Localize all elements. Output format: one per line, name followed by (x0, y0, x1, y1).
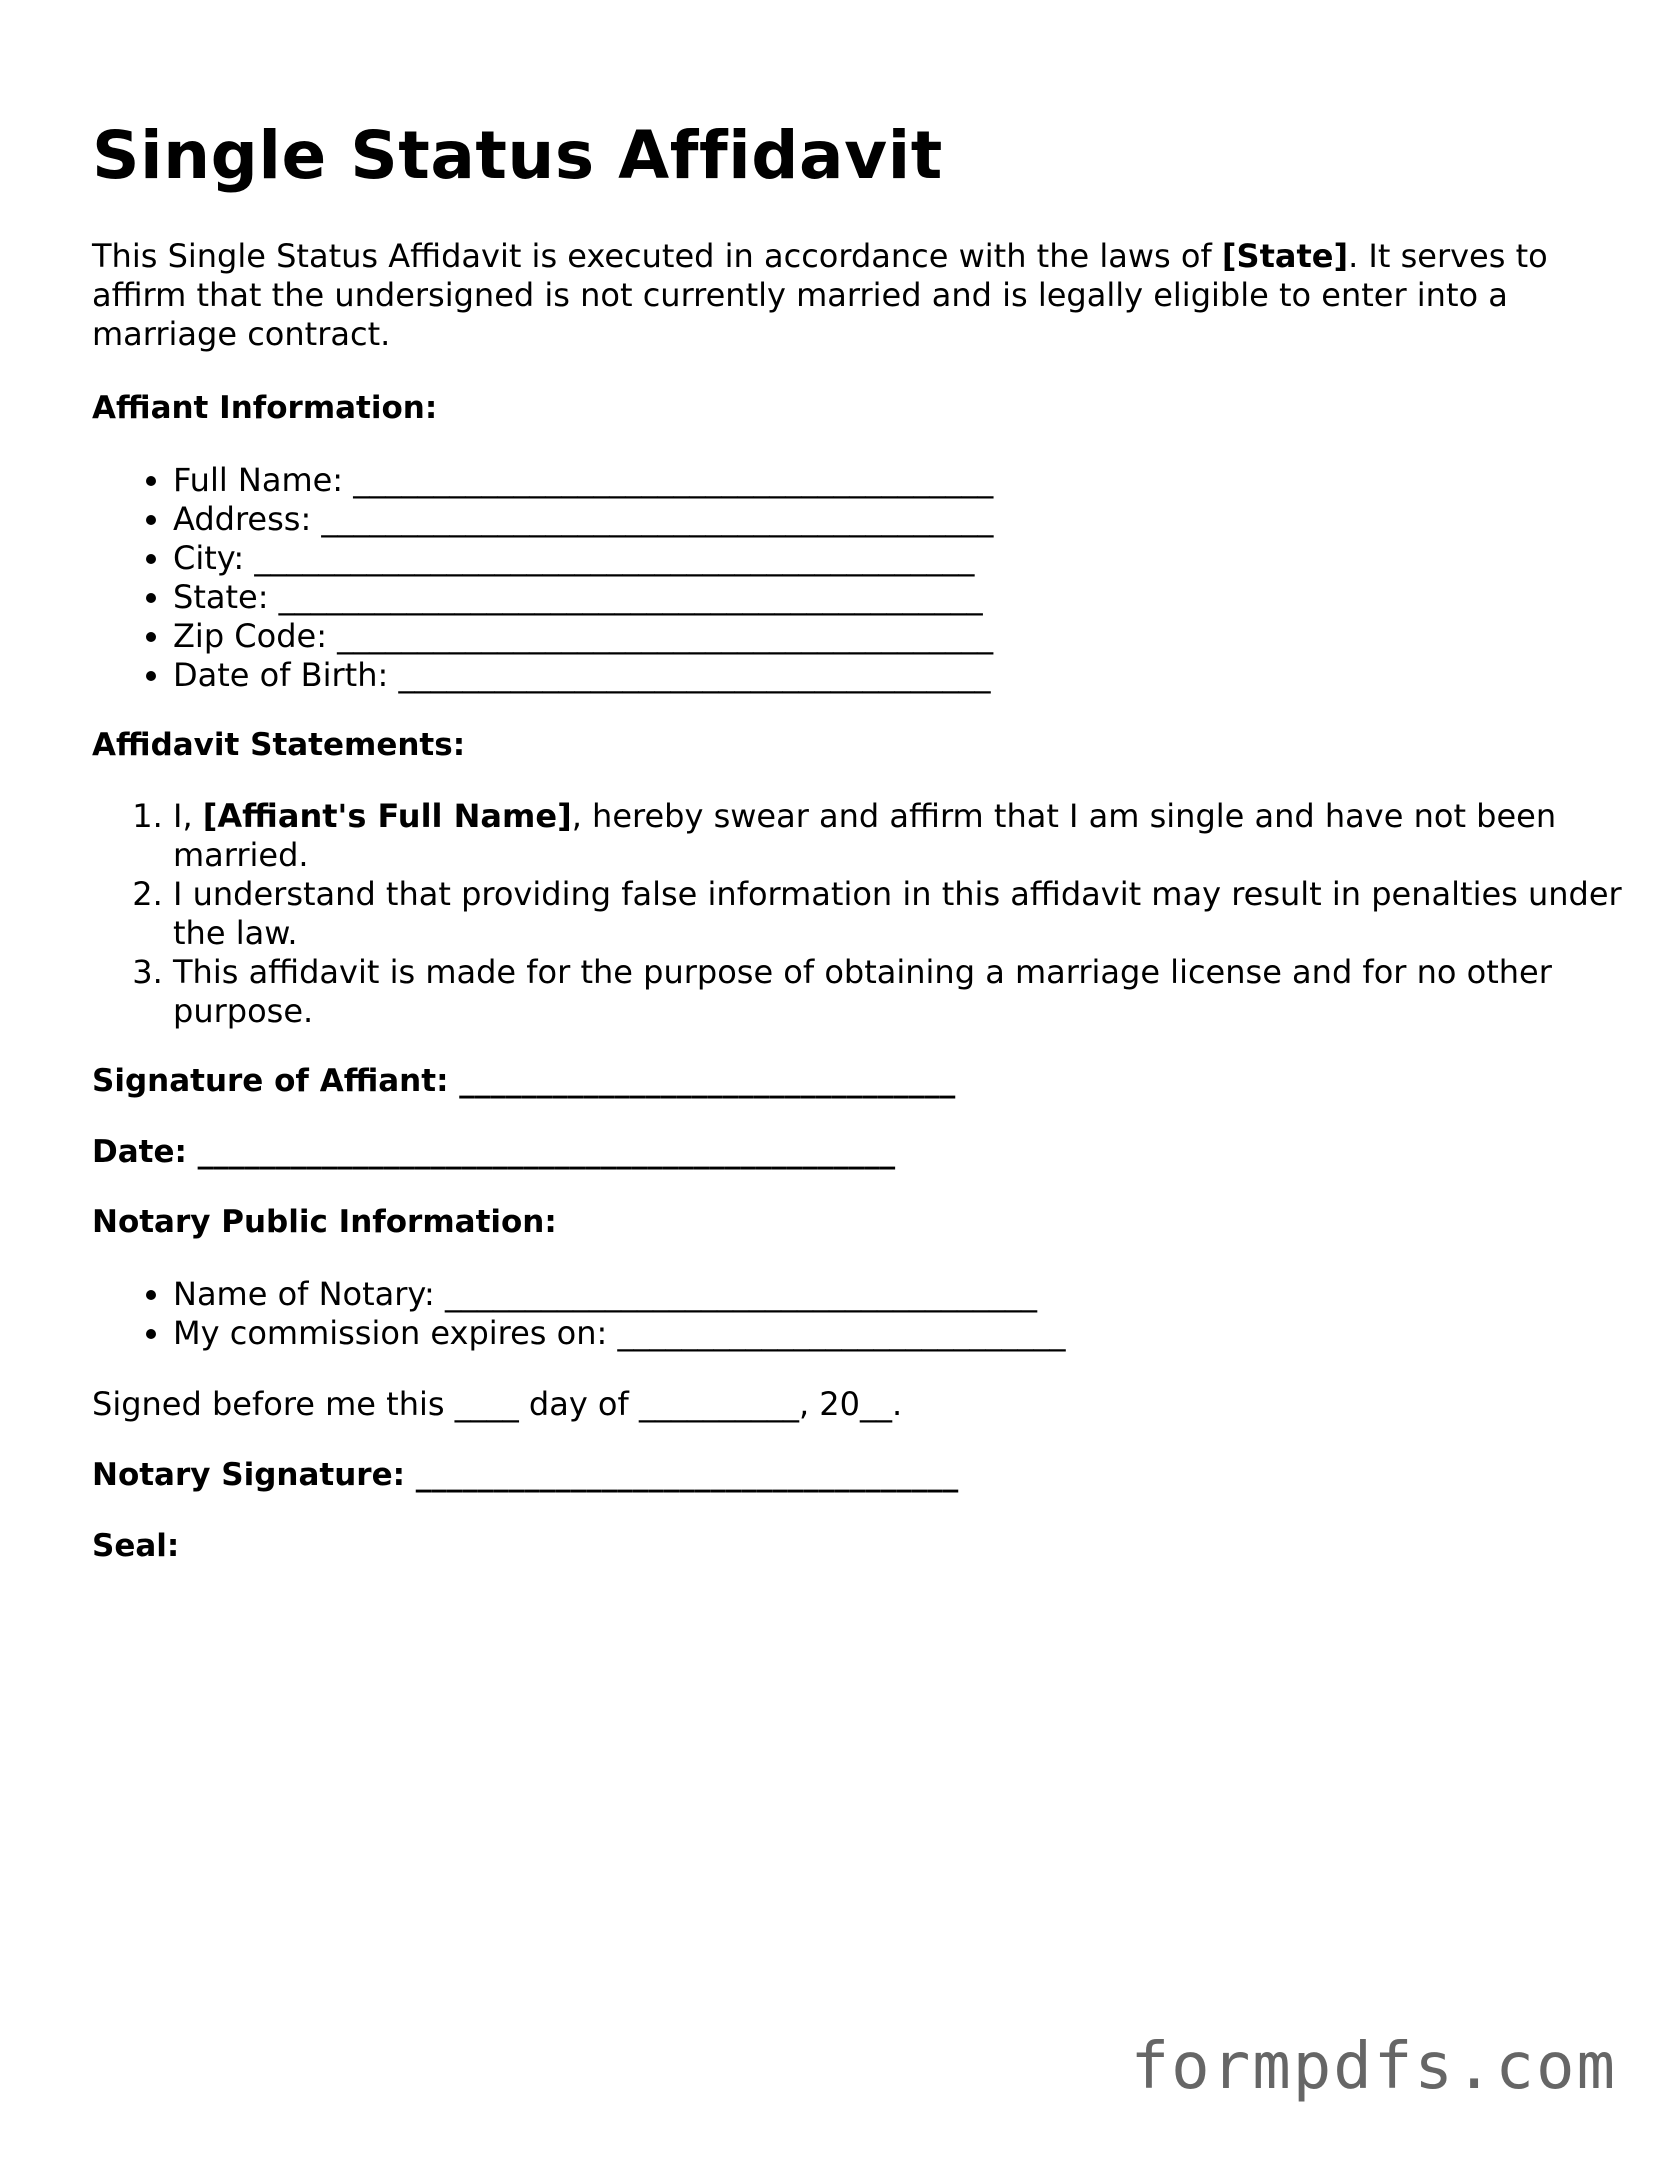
notary-signature-line[interactable]: Notary Signature: ___________________________________ (92, 1457, 959, 1493)
statement-item-2: 2. I understand that providing false information in this affidavit may result in penalties under the law. (173, 875, 1623, 953)
signed-before-line[interactable]: Signed before me this ____ day of __________, 20__. (92, 1385, 903, 1423)
field-address[interactable]: • Address: __________________________________________ (173, 500, 993, 539)
intro-text-start: This Single Status Affidavit is executed in accordance with the laws of (92, 237, 1222, 275)
notary-info-heading: Notary Public Information: (92, 1204, 557, 1240)
field-city[interactable]: • City: _____________________________________________ (173, 539, 993, 578)
field-full-name[interactable]: • Full Name: ________________________________________ (173, 461, 993, 500)
field-commission-expires[interactable]: • My commission expires on: ____________________________ (173, 1314, 1065, 1353)
intro-paragraph (92, 237, 1592, 354)
watermark-text: formpdfs.com (1130, 2030, 1617, 2104)
field-date-of-birth[interactable]: • Date of Birth: _____________________________________ (173, 656, 993, 695)
statements-heading: Affidavit Statements: (92, 727, 466, 763)
notary-info-list (92, 1275, 1065, 1353)
seal-label: Seal: (92, 1528, 180, 1564)
statements-list (92, 797, 1623, 1031)
statement-item-1 (173, 797, 1623, 875)
statement-item-3: 3. This affidavit is made for the purpose of obtaining a marriage license and for no other purpose. (173, 953, 1623, 1031)
affiant-signature-line[interactable]: Signature of Affiant: ________________________________ (92, 1063, 956, 1099)
affiant-info-list (92, 461, 993, 695)
date-line[interactable]: Date: _____________________________________________ (92, 1134, 896, 1170)
page-title: Single Status Affidavit (92, 117, 943, 194)
field-state[interactable]: • State: ____________________________________________ (173, 578, 993, 617)
affiant-name-placeholder: [Affiant's Full Name] (202, 797, 572, 835)
state-placeholder: [State] (1221, 237, 1349, 275)
statement-1-suffix: , hereby swear and affirm that I am single and have not been married. (173, 797, 1557, 874)
affiant-info-heading: Affiant Information: (92, 390, 438, 426)
field-name-of-notary[interactable]: • Name of Notary: _____________________________________ (173, 1275, 1065, 1314)
field-zip-code[interactable]: • Zip Code: _________________________________________ (173, 617, 993, 656)
statement-1-prefix: I, (173, 797, 203, 835)
intro-text-end: . It serves to affirm that the undersigned is not currently married and is legally eligible to enter into a marriage contract. (92, 237, 1548, 353)
